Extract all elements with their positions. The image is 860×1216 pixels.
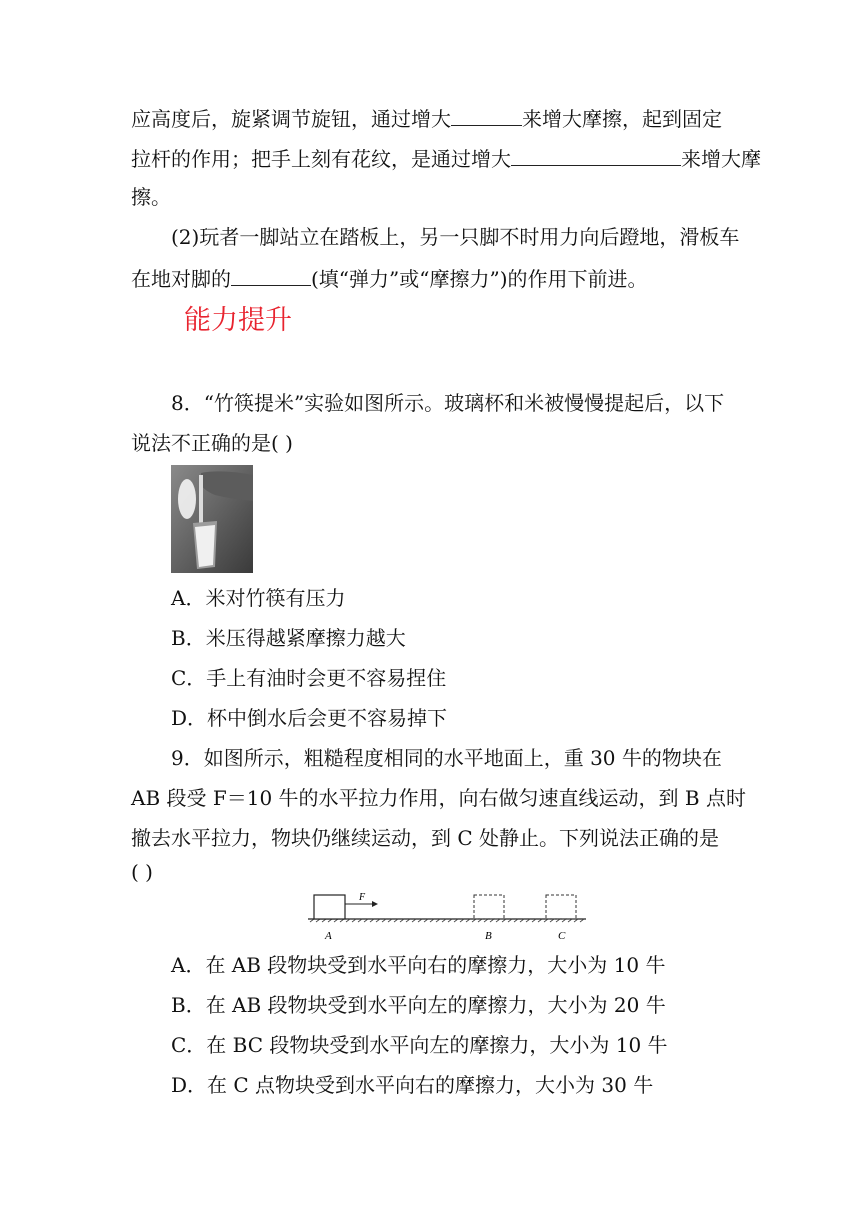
q7-line-2 — [131, 143, 761, 173]
force-arrowhead — [372, 901, 378, 907]
q7-line-2-text-a: 拉杆的作用；把手上刻有花纹，是通过增大 — [131, 147, 511, 171]
block-at-b — [474, 895, 504, 919]
block-at-a — [314, 895, 345, 919]
force-label: F — [359, 892, 366, 903]
q8-stem-line-1: 8．“竹筷提米”实验如图所示。玻璃杯和米被慢慢提起后，以下 — [171, 391, 725, 415]
q7-line-3: 擦。 — [131, 185, 171, 209]
q9-stem-line-3: 撤去水平拉力，物块仍继续运动，到 C 处静止。下列说法正确的是 — [131, 826, 720, 850]
q9-option-d[interactable]: D．在 C 点物块受到水平向右的摩擦力，大小为 30 牛 — [171, 1073, 654, 1097]
q8-option-a[interactable]: A．米对竹筷有压力 — [171, 586, 346, 610]
q7-line-2-text-b: 来增大摩 — [681, 147, 761, 171]
block-at-c — [546, 895, 576, 919]
q7-line-1-text-a: 应高度后，旋紧调节旋钮，通过增大 — [131, 107, 451, 131]
q7-part2-line-2 — [131, 263, 648, 293]
q8-option-c[interactable]: C．手上有油时会更不容易捏住 — [171, 666, 447, 690]
point-c-label: C — [558, 930, 566, 942]
q8-option-d[interactable]: D．杯中倒水后会更不容易掉下 — [171, 706, 448, 730]
chopstick-rice-photo — [171, 465, 253, 573]
answer-blank-2[interactable] — [511, 143, 681, 166]
q7-line-1 — [131, 103, 722, 133]
q7-part2-line-2-text-b: (填“弹力”或“摩擦力”)的作用下前进。 — [311, 267, 648, 291]
point-b-label: B — [485, 930, 492, 942]
section-title: 能力提升 — [184, 305, 292, 336]
q7-part2-line-1: (2)玩者一脚站立在踏板上，另一只脚不时用力向后蹬地，滑板车 — [171, 225, 740, 249]
q9-stem-line-4: ( ) — [131, 860, 153, 884]
point-a-label: A — [325, 930, 332, 942]
q9-stem-line-2: AB 段受 F＝10 牛的水平拉力作用，向右做匀速直线运动，到 B 点时 — [131, 786, 746, 810]
answer-blank-3[interactable] — [231, 263, 311, 286]
q9-option-b[interactable]: B．在 AB 段物块受到水平向左的摩擦力，大小为 20 牛 — [171, 993, 666, 1017]
answer-blank-1[interactable] — [451, 103, 522, 126]
q7-part2-line-2-text-a: 在地对脚的 — [131, 267, 231, 291]
q8-stem-line-2: 说法不正确的是( ) — [131, 431, 293, 455]
q9-stem-line-1: 9．如图所示，粗糙程度相同的水平地面上，重 30 牛的物块在 — [171, 746, 722, 770]
q8-option-b[interactable]: B．米压得越紧摩擦力越大 — [171, 626, 406, 650]
motion-diagram — [306, 886, 590, 944]
q9-option-a[interactable]: A．在 AB 段物块受到水平向右的摩擦力，大小为 10 牛 — [171, 953, 666, 977]
q7-line-1-text-b: 来增大摩擦，起到固定 — [522, 107, 722, 131]
q9-option-c[interactable]: C．在 BC 段物块受到水平向左的摩擦力，大小为 10 牛 — [171, 1033, 668, 1057]
